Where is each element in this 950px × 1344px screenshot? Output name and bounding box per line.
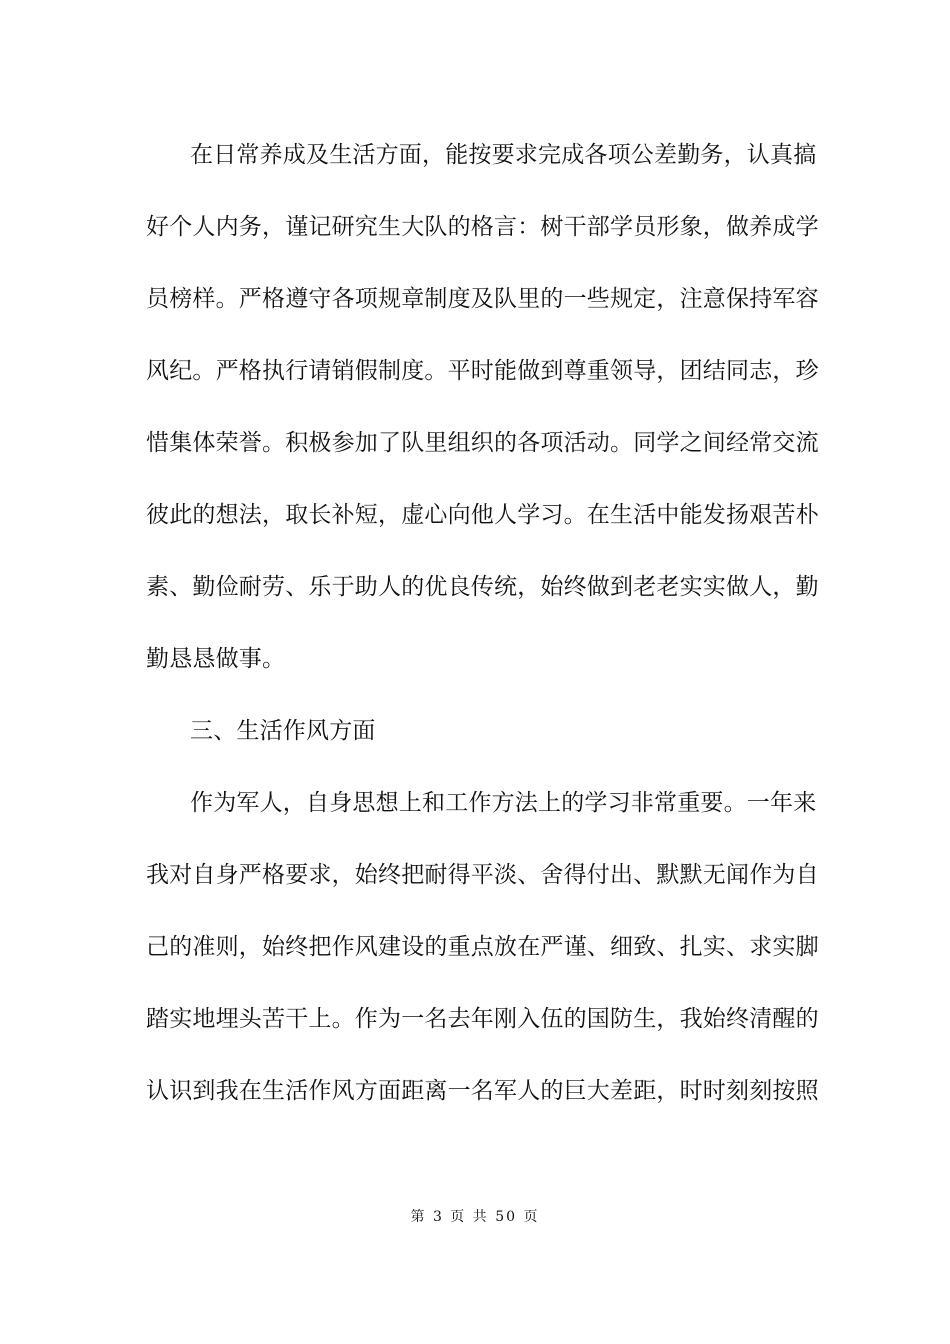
paragraph-2-line-2: 我对自身严格要求，始终把耐得平淡、舍得付出、默默无闻作为自 [146,862,819,888]
paragraph-2-line-3: 己的准则，始终把作风建设的重点放在严谨、细致、扎实、求实脚 [146,934,819,960]
paragraph-2-line-1: 作为军人，自身思想上和工作方法上的学习非常重要。一年来 [190,790,817,816]
paragraph-1-line-6: 彼此的想法，取长补短，虚心向他人学习。在生活中能发扬艰苦朴 [146,502,819,528]
paragraph-1-line-4: 风纪。严格执行请销假制度。平时能做到尊重领导，团结同志，珍 [146,358,819,384]
paragraph-1-line-3: 员榜样。严格遵守各项规章制度及队里的一些规定，注意保持军容 [146,286,819,312]
paragraph-1-line-2: 好个人内务，谨记研究生大队的格言：树干部学员形象，做养成学 [146,214,819,240]
section-heading: 三、生活作风方面 [190,718,376,744]
paragraph-1-line-5: 惜集体荣誉。积极参加了队里组织的各项活动。同学之间经常交流 [146,430,819,456]
paragraph-2-line-5: 认识到我在生活作风方面距离一名军人的巨大差距，时时刻刻按照 [146,1078,819,1104]
paragraph-1-line-8: 勤恳恳做事。 [146,646,286,672]
paragraph-1-line-7: 素、勤俭耐劳、乐于助人的优良传统，始终做到老老实实做人，勤 [146,574,819,600]
paragraph-2-line-4: 踏实地埋头苦干上。作为一名去年刚入伍的国防生，我始终清醒的 [146,1006,819,1032]
page-footer: 第 3 页 共 50 页 [410,1209,540,1225]
paragraph-1-line-1: 在日常养成及生活方面，能按要求完成各项公差勤务，认真搞 [190,142,817,168]
